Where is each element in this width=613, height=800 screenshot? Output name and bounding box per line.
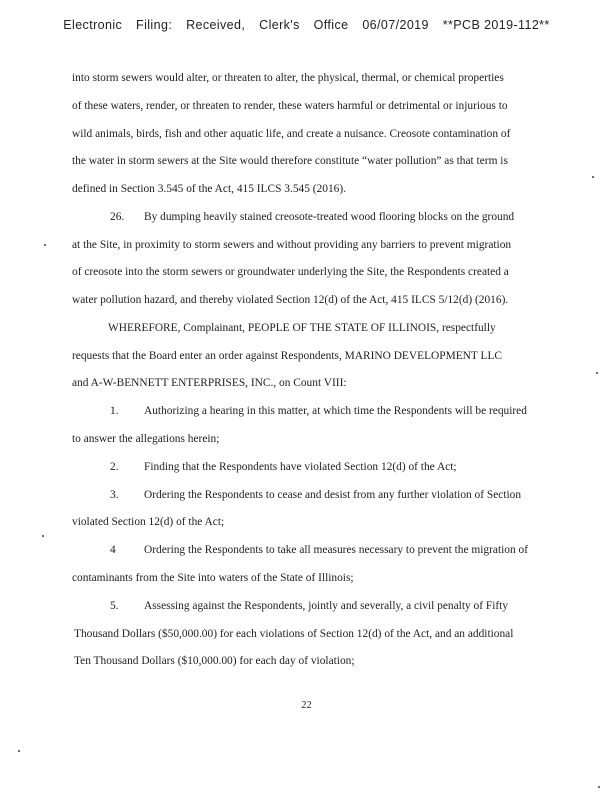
text-line: Assessing against the Respondents, jointly and severally, a civil penalty of Fifty — [144, 600, 509, 612]
scan-speck — [18, 750, 20, 752]
item-number: 1. — [110, 405, 119, 417]
header-electronic: Electronic — [63, 18, 123, 32]
text-line: of these waters, render, or threaten to render, these waters harmful or detrimental or injurious to — [72, 100, 508, 112]
wherefore-line: WHEREFORE, Complainant, PEOPLE OF THE STATE OF ILLINOIS, respectfully — [108, 322, 496, 334]
scan-speck — [596, 372, 598, 374]
header-case-number: **PCB 2019-112** — [442, 18, 550, 32]
text-line: Ten Thousand Dollars ($10,000.00) for each day of violation; — [74, 655, 355, 667]
text-line: By dumping heavily stained creosote-treated wood flooring blocks on the ground — [144, 211, 515, 223]
scan-speck — [598, 786, 600, 788]
text-line: Thousand Dollars ($50,000.00) for each violations of Section 12(d) of the Act, and an additional — [74, 628, 514, 640]
text-line: the water in storm sewers at the Site would therefore constitute “water pollution” as that term is — [72, 155, 508, 167]
text-line: Ordering the Respondents to cease and desist from any further violation of Section — [144, 489, 522, 501]
text-line: water pollution hazard, and thereby violated Section 12(d) of the Act, 415 ILCS 5/12(d) (2016). — [72, 294, 509, 306]
text-line: and A-W-BENNETT ENTERPRISES, INC., on Count VIII: — [72, 377, 347, 389]
text-line: violated Section 12(d) of the Act; — [72, 516, 225, 528]
header-received: Received, — [186, 18, 246, 32]
scan-speck — [42, 535, 44, 537]
item-number: 3. — [110, 489, 119, 501]
text-line: contaminants from the Site into waters of the State of Illinois; — [72, 572, 354, 584]
text-line: wild animals, birds, fish and other aquatic life, and create a nuisance. Creosote contamination of — [72, 128, 511, 140]
text-line: defined in Section 3.545 of the Act, 415 ILCS 3.545 (2016). — [72, 183, 346, 195]
item-number: 4 — [110, 544, 116, 556]
paragraph-number: 26. — [110, 211, 125, 223]
header-filing: Filing: — [136, 18, 173, 32]
text-line: Authorizing a hearing in this matter, at which time the Respondents will be required — [144, 405, 527, 417]
header-office: Office — [313, 18, 349, 32]
item-number: 2. — [110, 461, 119, 473]
header-date: 06/07/2019 — [362, 18, 429, 32]
text-line: at the Site, in proximity to storm sewers and without providing any barriers to prevent migration — [72, 239, 512, 251]
text-line: requests that the Board enter an order against Respondents, MARINO DEVELOPMENT LLC — [72, 350, 503, 362]
text-line: of creosote into the storm sewers or groundwater underlying the Site, the Respondents created a — [72, 266, 509, 278]
text-line: to answer the allegations herein; — [72, 433, 220, 445]
scan-speck — [44, 244, 46, 246]
scan-speck — [592, 176, 594, 178]
item-number: 5. — [110, 600, 119, 612]
header-clerks: Clerk's — [259, 18, 300, 32]
text-line: Finding that the Respondents have violated Section 12(d) of the Act; — [144, 461, 457, 473]
text-line: Ordering the Respondents to take all measures necessary to prevent the migration of — [144, 544, 529, 556]
text-line: into storm sewers would alter, or threaten to alter, the physical, thermal, or chemical properties — [72, 72, 504, 84]
page-number: 22 — [301, 700, 312, 711]
filing-stamp-header — [0, 18, 613, 32]
